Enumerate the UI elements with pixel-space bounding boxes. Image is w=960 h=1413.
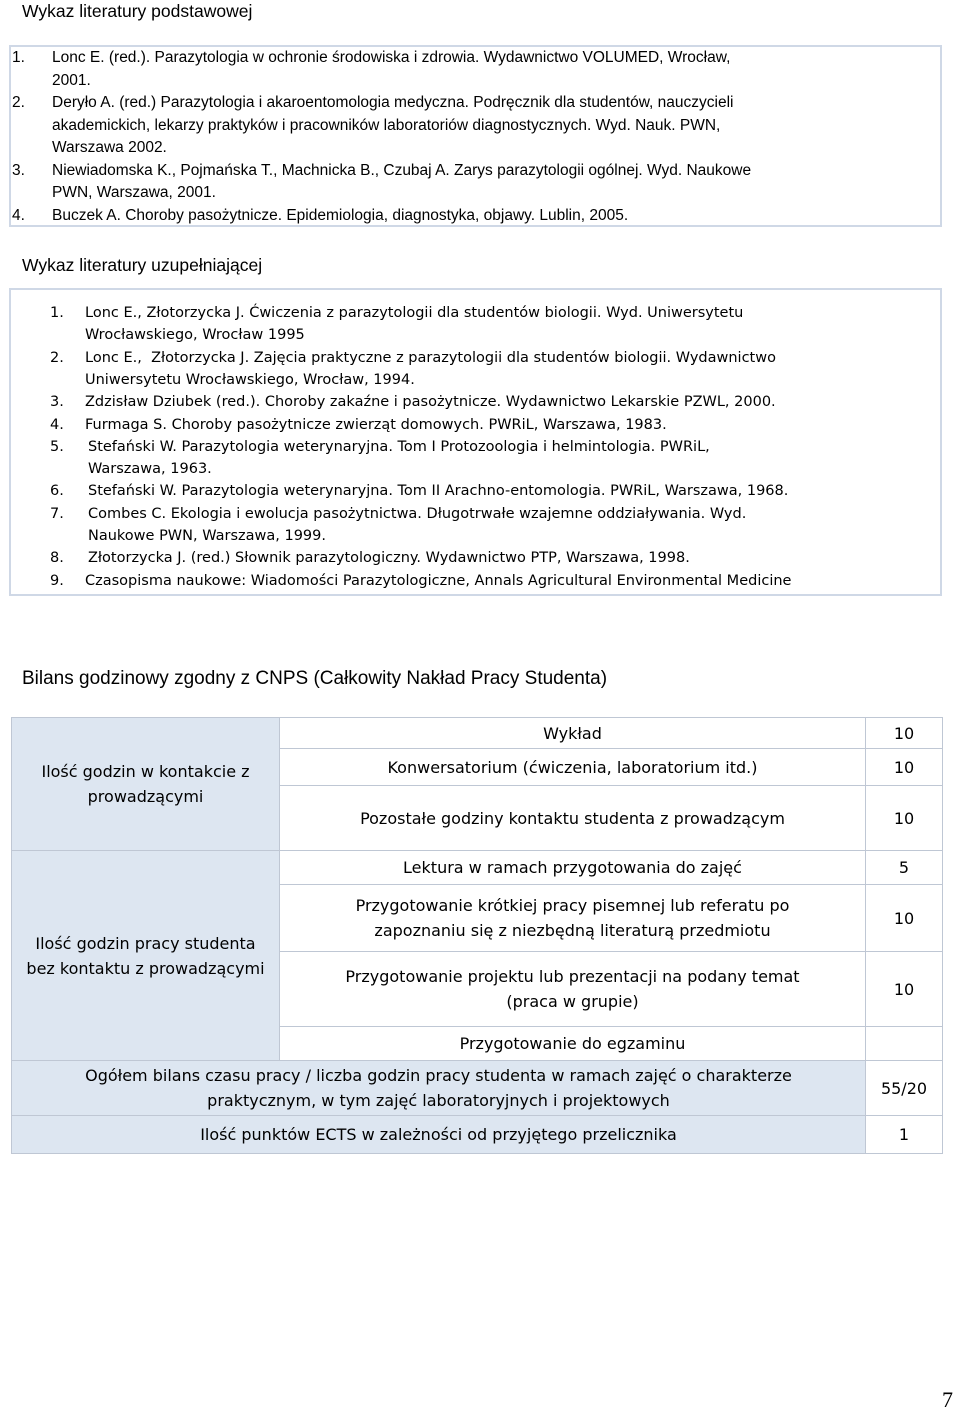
total-label bbox=[11, 1060, 866, 1116]
reference-number: 3. bbox=[50, 394, 64, 411]
supplementary-literature-heading: Wykaz literatury uzupełniającej bbox=[22, 255, 263, 275]
reference-text-line: Zdzisław Dziubek (red.). Choroby zakaźne i pasożytnicze. Wydawnictwo Lekarskie PZWL, 2000. bbox=[85, 394, 776, 411]
self-row-label bbox=[279, 884, 866, 952]
reference-text-line: PWN, Warszawa, 2001. bbox=[52, 184, 216, 201]
contact-row-value: 10 bbox=[865, 785, 943, 851]
reference-text-line: Złotorzycka J. (red.) Słownik parazytologiczny. Wydawnictwo PTP, Warszawa, 1998. bbox=[88, 550, 690, 567]
reference-text-line: Lonc E., Złotorzycka J. Zajęcia praktyczne z parazytologii dla studentów biologii. Wydawnictwo bbox=[85, 349, 776, 366]
reference-text-line: Czasopisma naukowe: Wiadomości Parazytologiczne, Annals Agricultural Environmental Medicine bbox=[85, 572, 792, 589]
self-row-label-text: Przygotowanie projektu lub prezentacji na podany temat (praca w grupie) bbox=[345, 967, 800, 1011]
total-value: 55/20 bbox=[865, 1060, 943, 1116]
reference-number: 1. bbox=[50, 305, 64, 321]
reference-text-line: Niewiadomska K., Pojmańska T., Machnicka B., Czubaj A. Zarys parazytologii ogólnej. Wyd. Naukowe bbox=[52, 161, 752, 179]
reference-text-line: Lonc E., Złotorzycka J. Ćwiczenia z parazytologii dla studentów biologii. Wyd. Uniwersytetu bbox=[85, 305, 744, 321]
self-work-group-label bbox=[11, 850, 280, 1061]
reference-text-line: Warszawa, 1963. bbox=[88, 461, 212, 478]
ects-label: Ilość punktów ECTS w zależności od przyjętego przelicznika bbox=[11, 1115, 866, 1154]
reference-text-line: Stefański W. Parazytologia weterynaryjna. Tom II Arachno-entomologia. PWRiL, Warszawa, 1968. bbox=[88, 483, 789, 500]
bilans-heading: Bilans godzinowy zgodny z CNPS (Całkowity Nakład Pracy Studenta) bbox=[22, 668, 608, 689]
self-row-label-text: Przygotowanie krótkiej pracy pisemnej lub referatu po zapoznaniu się z niezbędną literaturą przedmiotu bbox=[355, 896, 790, 940]
reference-text-line: Furmaga S. Choroby pasożytnicze zwierząt domowych. PWRiL, Warszawa, 1983. bbox=[85, 416, 667, 433]
reference-text-line: Buczek A. Choroby pasożytnicze. Epidemiologia, diagnostyka, objawy. Lublin, 2005. bbox=[52, 206, 629, 224]
self-work-group-label-text: Ilość godzin pracy studenta bez kontaktu z prowadzącymi bbox=[26, 933, 265, 978]
self-row-label: Przygotowanie do egzaminu bbox=[279, 1026, 866, 1061]
contact-row-label: Wykład bbox=[279, 717, 866, 749]
reference-number: 2. bbox=[12, 94, 25, 111]
contact-row-label: Konwersatorium (ćwiczenia, laboratorium itd.) bbox=[279, 748, 866, 786]
reference-text-line: Wrocławskiego, Wrocław 1995 bbox=[85, 327, 305, 344]
contact-row-value: 10 bbox=[865, 748, 943, 786]
reference-number: 4. bbox=[50, 416, 64, 433]
contact-row-label: Pozostałe godziny kontaktu studenta z prowadzącym bbox=[279, 785, 866, 851]
self-row-value: 10 bbox=[865, 951, 943, 1027]
total-label-text: Ogółem bilans czasu pracy / liczba godzin pracy studenta w ramach zajęć o charakterze praktycznym, w tym zajęć laboratoryjnych i projektowych bbox=[85, 1066, 792, 1110]
reference-number: 9. bbox=[50, 572, 64, 589]
reference-number: 3. bbox=[12, 161, 25, 179]
reference-text-line: Combes C. Ekologia i ewolucja pasożytnictwa. Długotrwałe wzajemne oddziaływania. Wyd. bbox=[88, 505, 747, 522]
contact-group-label bbox=[11, 717, 280, 851]
ects-value: 1 bbox=[865, 1115, 943, 1154]
reference-text-line: 2001. bbox=[52, 71, 91, 89]
reference-number: 2. bbox=[50, 349, 64, 366]
reference-number: 1. bbox=[12, 49, 25, 66]
reference-text-line: Lonc E. (red.). Parazytologia w ochronie środowiska i zdrowia. Wydawnictwo VOLUMED, Wrocław, bbox=[52, 49, 731, 66]
self-row-value: 5 bbox=[865, 850, 943, 885]
reference-number: 6. bbox=[50, 483, 64, 500]
reference-text-line: Uniwersytetu Wrocławskiego, Wrocław, 1994. bbox=[85, 371, 415, 388]
contact-row-value: 10 bbox=[865, 717, 943, 749]
contact-group-label-text: Ilość godzin w kontakcie z prowadzącymi bbox=[41, 762, 250, 806]
page-number: 7 bbox=[942, 1387, 953, 1412]
self-row-label: Lektura w ramach przygotowania do zajęć bbox=[279, 850, 866, 885]
reference-text-line: Stefański W. Parazytologia weterynaryjna. Tom I Protozoologia i helmintologia. PWRiL, bbox=[88, 438, 710, 455]
reference-text-line: akademickich, lekarzy praktyków i pracowników laboratoriów diagnostycznych. Wyd. Nauk. PWN, bbox=[52, 116, 721, 134]
self-row-label bbox=[279, 951, 866, 1027]
self-row-value bbox=[865, 1026, 943, 1061]
basic-literature-heading: Wykaz literatury podstawowej bbox=[22, 1, 253, 21]
reference-number: 5. bbox=[50, 438, 64, 455]
reference-number: 7. bbox=[50, 505, 64, 522]
reference-number: 8. bbox=[50, 550, 64, 567]
reference-text-line: Deryło A. (red.) Parazytologia i akaroentomologia medyczna. Podręcznik dla studentów, nauczycieli bbox=[52, 94, 734, 111]
reference-text-line: Warszawa 2002. bbox=[52, 139, 167, 156]
reference-text-line: Naukowe PWN, Warszawa, 1999. bbox=[88, 527, 326, 544]
reference-number: 4. bbox=[12, 206, 25, 224]
self-row-value: 10 bbox=[865, 884, 943, 952]
